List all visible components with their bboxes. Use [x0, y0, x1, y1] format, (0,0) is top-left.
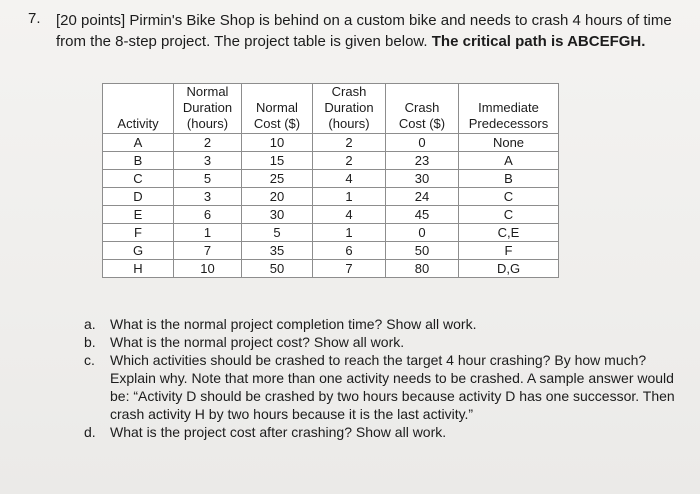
table-row: [103, 242, 559, 260]
activity-cell: G: [103, 242, 174, 260]
table-row: [103, 260, 559, 278]
crash-cost-cell: 50: [386, 242, 459, 260]
part-label: b.: [84, 334, 96, 350]
predecessors-cell: F: [459, 242, 559, 260]
crash-cost-cell: 0: [386, 224, 459, 242]
question-prompt: [56, 10, 686, 52]
crash-duration-cell: 6: [313, 242, 386, 260]
predecessors-cell: B: [459, 170, 559, 188]
normal-duration-cell: 6: [174, 206, 242, 224]
normal-duration-cell: 2: [174, 134, 242, 152]
normal-duration-cell: 5: [174, 170, 242, 188]
normal-duration-cell: 1: [174, 224, 242, 242]
normal-duration-cell: 3: [174, 188, 242, 206]
normal-cost-cell: 20: [242, 188, 313, 206]
normal-cost-cell: 10: [242, 134, 313, 152]
question-number: 7.: [28, 10, 41, 27]
crash-duration-cell: 2: [313, 152, 386, 170]
crash-duration-cell: 1: [313, 224, 386, 242]
header-crash-duration: Crash Duration (hours): [313, 84, 386, 134]
activity-cell: C: [103, 170, 174, 188]
table-row: [103, 152, 559, 170]
question-parts-list: [82, 315, 682, 441]
crash-cost-cell: 23: [386, 152, 459, 170]
part-text: What is the project cost after crashing? Show all work.: [110, 424, 447, 440]
normal-duration-cell: 7: [174, 242, 242, 260]
question-part-d: [82, 423, 682, 441]
crash-duration-cell: 4: [313, 170, 386, 188]
header-crash-cost: Crash Cost ($): [386, 84, 459, 134]
predecessors-cell: D,G: [459, 260, 559, 278]
part-text: What is the normal project completion time? Show all work.: [110, 316, 477, 332]
table-row: [103, 170, 559, 188]
question-text: [20 points] Pirmin's Bike Shop is behind on a custom bike and needs to crash 4 hours of time from the 8-step project. The project table is given below.: [56, 12, 672, 50]
table-header-row: [103, 84, 559, 134]
normal-cost-cell: 5: [242, 224, 313, 242]
crash-cost-cell: 0: [386, 134, 459, 152]
normal-duration-cell: 10: [174, 260, 242, 278]
header-normal-cost: Normal Cost ($): [242, 84, 313, 134]
normal-cost-cell: 35: [242, 242, 313, 260]
predecessors-cell: A: [459, 152, 559, 170]
crash-duration-cell: 1: [313, 188, 386, 206]
part-text: Which activities should be crashed to reach the target 4 hour crashing? By how much? Explain why. Note that more than one activity needs to be crashed. A sample answer would be: “Activity D should be crashed by two hours because activity D has one successor. Then crash activity H by two hours because it is the last activity.”: [110, 352, 675, 422]
activity-cell: A: [103, 134, 174, 152]
predecessors-cell: C: [459, 206, 559, 224]
project-table: [102, 83, 559, 278]
table-row: [103, 206, 559, 224]
crash-cost-cell: 45: [386, 206, 459, 224]
predecessors-cell: C: [459, 188, 559, 206]
table-row: [103, 188, 559, 206]
question-part-a: [82, 315, 682, 333]
crash-cost-cell: 30: [386, 170, 459, 188]
activity-cell: F: [103, 224, 174, 242]
header-activity: Activity: [103, 84, 174, 134]
part-text: What is the normal project cost? Show all work.: [110, 334, 405, 350]
normal-cost-cell: 30: [242, 206, 313, 224]
header-normal-duration: Normal Duration (hours): [174, 84, 242, 134]
normal-duration-cell: 3: [174, 152, 242, 170]
crash-duration-cell: 2: [313, 134, 386, 152]
crash-cost-cell: 80: [386, 260, 459, 278]
header-immediate-predecessors: Immediate Predecessors: [459, 84, 559, 134]
predecessors-cell: None: [459, 134, 559, 152]
crash-duration-cell: 4: [313, 206, 386, 224]
table-row: [103, 224, 559, 242]
question-part-b: [82, 333, 682, 351]
part-label: d.: [84, 424, 96, 440]
normal-cost-cell: 50: [242, 260, 313, 278]
activity-cell: H: [103, 260, 174, 278]
crash-duration-cell: 7: [313, 260, 386, 278]
activity-cell: B: [103, 152, 174, 170]
normal-cost-cell: 25: [242, 170, 313, 188]
crash-cost-cell: 24: [386, 188, 459, 206]
table-row: [103, 134, 559, 152]
critical-path-statement: The critical path is ABCEFGH.: [431, 33, 646, 50]
part-label: a.: [84, 316, 96, 332]
activity-cell: E: [103, 206, 174, 224]
question-part-c: [82, 351, 682, 423]
normal-cost-cell: 15: [242, 152, 313, 170]
part-label: c.: [84, 352, 95, 368]
predecessors-cell: C,E: [459, 224, 559, 242]
activity-cell: D: [103, 188, 174, 206]
